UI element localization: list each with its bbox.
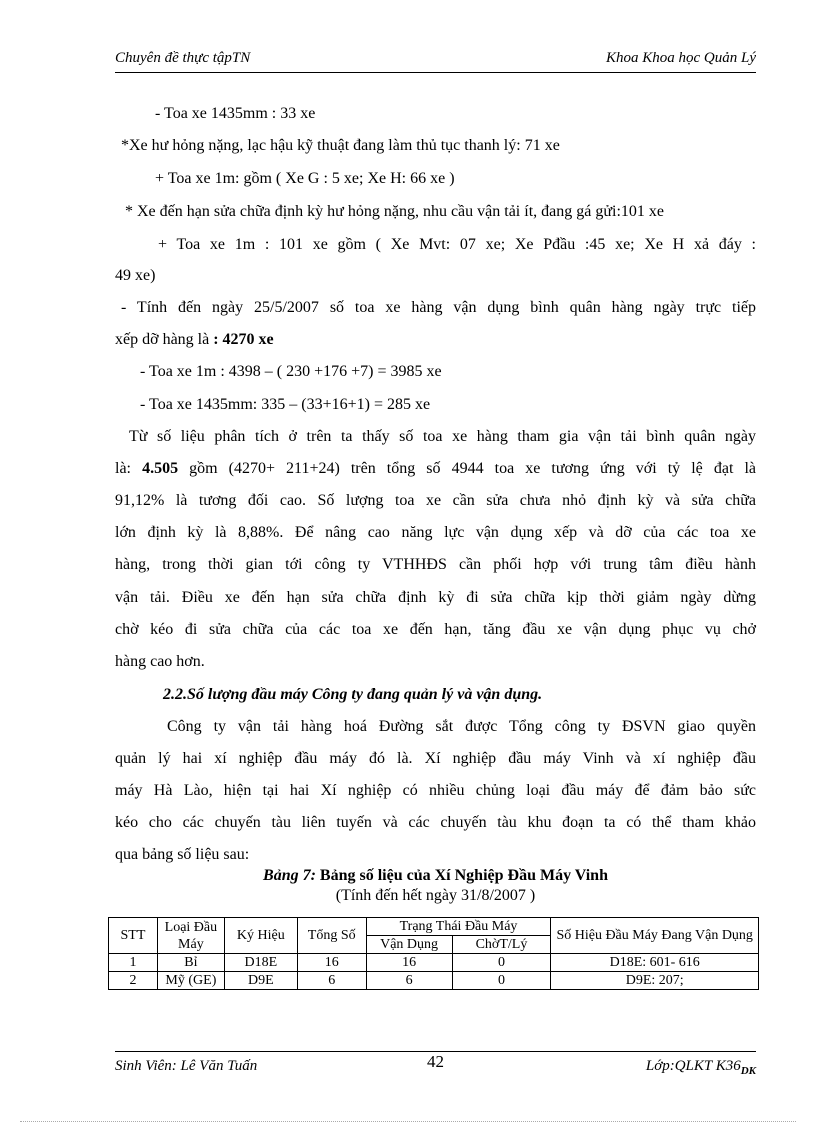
header-chotly: ChờT/Lý [452, 936, 551, 954]
para-line [115, 459, 756, 479]
text-line [115, 330, 756, 350]
cell: D18E [224, 954, 297, 972]
header-vandung: Vận Dụng [366, 936, 452, 954]
cell: Mỹ (GE) [157, 972, 224, 990]
caption-title: Bảng số liệu của Xí Nghiệp Đầu Máy Vinh [315, 867, 608, 884]
para-line: Công ty vận tải hàng hoá Đường sắt được Tổng công ty ĐSVN giao quyền [167, 718, 756, 735]
header-stt: STT [109, 918, 158, 954]
text-line: - Tính đến ngày 25/5/2007 số toa xe hàng vận dụng bình quân hàng ngày trực tiếp [121, 299, 756, 316]
para-line: máy Hà Lào, hiện tại hai Xí nghiệp có nhiều chủng loại đầu máy để đảm bảo sức [115, 782, 756, 799]
header-right: Khoa Khoa học Quản Lý [606, 50, 756, 66]
para-line: quản lý hai xí nghiệp đầu máy đó là. Xí nghiệp đầu máy Vinh và xí nghiệp đầu [115, 750, 756, 767]
text-line: + Toa xe 1m : 101 xe gồm ( Xe Mvt: 07 xe; Xe Pđầu :45 xe; Xe H xả đáy : [158, 236, 756, 253]
header-loai: Loại Đầu Máy [157, 918, 224, 954]
cell: D18E: 601- 616 [551, 954, 759, 972]
table-row [109, 972, 759, 990]
page-bottom-divider [20, 1121, 796, 1122]
cell: D9E [224, 972, 297, 990]
text-line: - Toa xe 1435mm: 335 – (33+16+1) = 285 xe [140, 396, 431, 413]
text-line: - Toa xe 1m : 4398 – ( 230 +176 +7) = 3985 xe [140, 363, 442, 380]
para-line: hàng, trong thời gian tới công ty VTHHĐS cần phối hợp với trung tâm điều hành [115, 556, 756, 573]
cell: 0 [452, 972, 551, 990]
cell: 0 [452, 954, 551, 972]
table-row [109, 954, 759, 972]
locomotive-table [108, 917, 759, 990]
text-line: 49 xe) [115, 267, 156, 284]
header-kyhieu: Ký Hiệu [224, 918, 297, 954]
page-footer [115, 1051, 756, 1076]
caption-label: Bảng 7: [263, 867, 316, 884]
table-header-row [109, 918, 759, 936]
cell: Bỉ [157, 954, 224, 972]
bold-value: 4.505 [142, 460, 179, 477]
table-caption-sub: (Tính đến hết ngày 31/8/2007 ) [335, 887, 536, 904]
text-line: + Toa xe 1m: gồm ( Xe G : 5 xe; Xe H: 66 xe ) [155, 170, 455, 187]
header-sohieu: Số Hiệu Đầu Máy Đang Vận Dụng [551, 918, 759, 954]
header-trangthai: Trạng Thái Đầu Máy [366, 918, 551, 936]
para-line: Từ số liệu phân tích ở trên ta thấy số toa xe hàng tham gia vận tải bình quân ngày [129, 428, 756, 445]
text-line: - Toa xe 1435mm : 33 xe [155, 105, 316, 122]
footer-class-text: Lớp:QLKT K36 [645, 1058, 741, 1074]
para-line: chờ kéo đi sửa chữa của các toa xe đến hạn, tăng đầu xe vận dụng phục vụ chở [115, 621, 756, 638]
cell: 6 [297, 972, 366, 990]
bold-value: : 4270 xe [213, 331, 274, 348]
text-span: là: [115, 460, 143, 477]
cell: 16 [297, 954, 366, 972]
footer-student: Sinh Viên: Lê Văn Tuấn [115, 1058, 258, 1074]
para-line: 91,12% là tương đối cao. Số lượng toa xe cần sửa chưa nhỏ định kỳ và sửa chữa [115, 492, 756, 509]
footer-class-sub: DK [740, 1065, 756, 1077]
page-number: 42 [427, 1052, 444, 1071]
page-header [115, 48, 756, 73]
para-line: hàng cao hơn. [115, 653, 205, 670]
cell: 6 [366, 972, 452, 990]
para-line: kéo cho các chuyến tàu liên tuyến và các chuyến tàu khu đoạn ta có thể tham khảo [115, 814, 756, 831]
header-left: Chuyên đề thực tậpTN [115, 50, 251, 66]
header-tong: Tổng Số [297, 918, 366, 954]
cell: 1 [109, 954, 158, 972]
text-span: xếp dỡ hàng là [115, 331, 214, 348]
para-line: qua bảng số liệu sau: [115, 846, 250, 863]
cell: 2 [109, 972, 158, 990]
section-heading: 2.2.Số lượng đầu máy Công ty đang quản lý và vận dụng. [163, 686, 543, 703]
text-span: gồm (4270+ 211+24) trên tổng số 4944 toa xe tương ứng với tỷ lệ đạt là [178, 460, 756, 477]
text-line: *Xe hư hỏng nặng, lạc hậu kỹ thuật đang làm thủ tục thanh lý: 71 xe [121, 137, 560, 154]
footer-class [646, 1058, 756, 1077]
para-line: vận tải. Điều xe đến hạn sửa chữa định kỳ đi sửa chữa kịp thời giảm ngày dừng [115, 589, 756, 606]
para-line: lớn định kỳ là 8,88%. Để nâng cao năng lực vận dụng xếp và dỡ của các toa xe [115, 524, 756, 541]
table-caption [115, 866, 756, 886]
cell: D9E: 207; [551, 972, 759, 990]
text-line: * Xe đến hạn sửa chữa định kỳ hư hỏng nặng, nhu cầu vận tải ít, đang gá gửi:101 xe [125, 203, 665, 220]
cell: 16 [366, 954, 452, 972]
